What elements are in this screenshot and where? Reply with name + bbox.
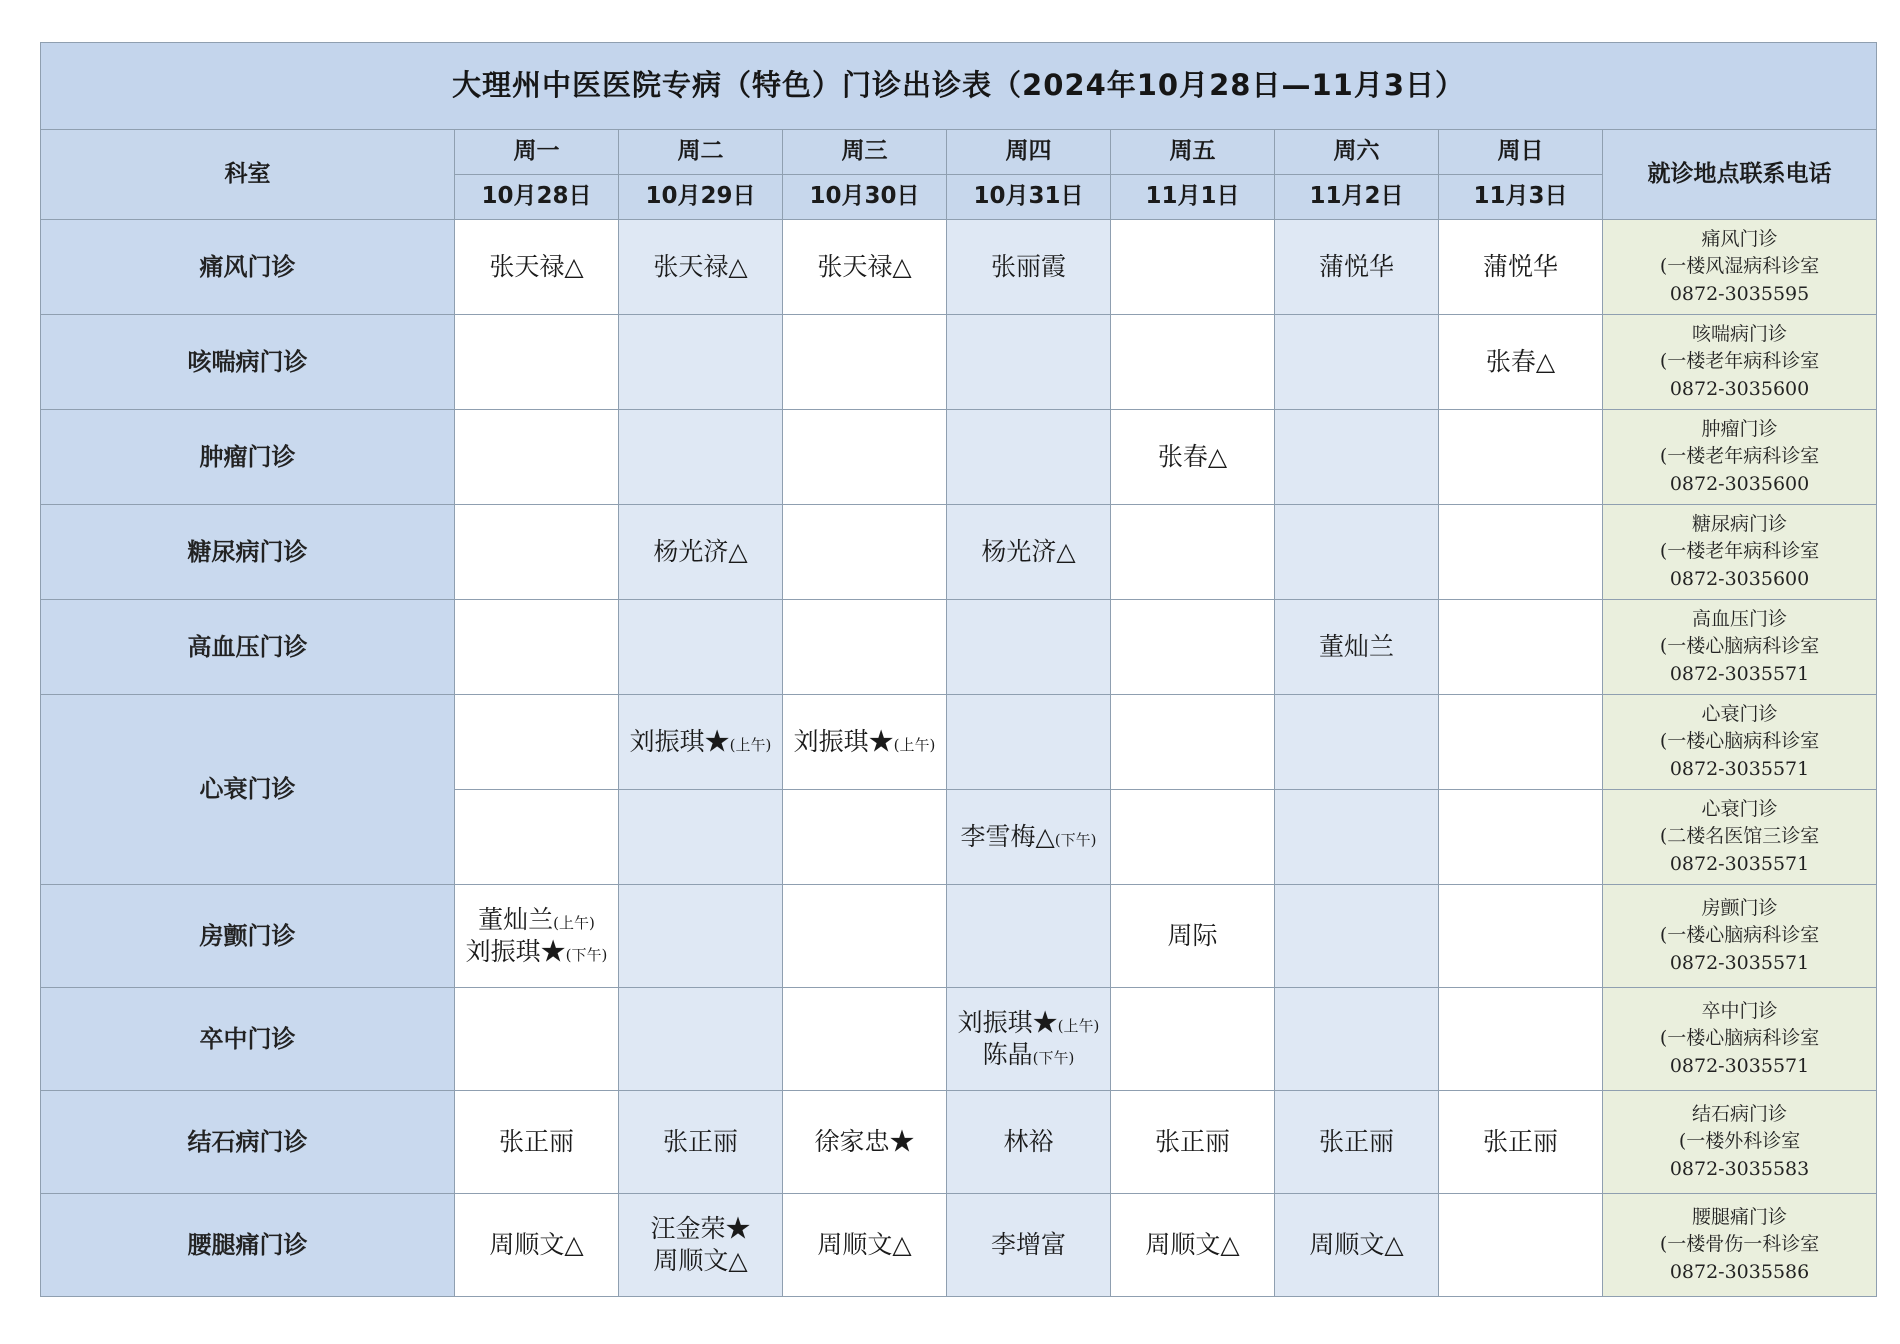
day-cell <box>619 1194 783 1297</box>
schedule-row <box>41 988 1877 1091</box>
day-cell <box>1439 790 1603 885</box>
location-clinic: 心衰门诊 <box>1701 702 1778 725</box>
day-cell <box>947 410 1111 505</box>
day-cell <box>1275 600 1439 695</box>
day-cell <box>1439 885 1603 988</box>
weekday-header: 周二 <box>619 130 783 175</box>
location-clinic: 咳喘病门诊 <box>1692 322 1788 345</box>
schedule-row <box>41 1194 1877 1297</box>
day-cell <box>619 695 783 790</box>
day-cell <box>1439 315 1603 410</box>
doctor-entry <box>951 821 1106 853</box>
location-clinic: 卒中门诊 <box>1701 999 1778 1022</box>
location-clinic: 腰腿痛门诊 <box>1692 1205 1788 1228</box>
location-contact <box>1603 600 1877 695</box>
location-phone: 0872-3035600 <box>1669 472 1810 495</box>
doctor-entry <box>951 536 1106 568</box>
dept-name: 结石病门诊 <box>41 1091 455 1194</box>
doctor-entry <box>1115 1229 1270 1261</box>
day-cell <box>455 695 619 790</box>
location-contact <box>1603 988 1877 1091</box>
doctor-entry <box>951 1007 1106 1039</box>
location-room: (一楼心脑病科诊室 <box>1659 635 1820 658</box>
day-cell <box>1439 695 1603 790</box>
day-cell <box>947 885 1111 988</box>
day-cell <box>619 885 783 988</box>
doctor-entry <box>1443 251 1598 283</box>
doctor-name: 董灿兰 <box>478 905 554 934</box>
day-cell <box>783 695 947 790</box>
dept-name: 心衰门诊 <box>41 695 455 885</box>
day-cell <box>455 988 619 1091</box>
day-cell <box>1275 410 1439 505</box>
location-clinic: 心衰门诊 <box>1701 797 1778 820</box>
day-cell <box>1111 505 1275 600</box>
dept-name: 糖尿病门诊 <box>41 505 455 600</box>
weekday-header: 周一 <box>455 130 619 175</box>
location-room: (一楼老年病科诊室 <box>1659 445 1820 468</box>
day-cell <box>947 505 1111 600</box>
location-room: (一楼老年病科诊室 <box>1659 540 1820 563</box>
day-cell <box>783 600 947 695</box>
header-weekday-row <box>41 130 1877 175</box>
session-time: (上午) <box>1057 1017 1100 1035</box>
doctor-entry <box>459 251 614 283</box>
doctor-entry <box>1279 1229 1434 1261</box>
doctor-name: 张春△ <box>1157 442 1228 471</box>
doctor-name: 杨光济△ <box>981 537 1076 566</box>
location-phone: 0872-3035583 <box>1669 1157 1810 1180</box>
location-phone: 0872-3035571 <box>1669 662 1810 685</box>
doctor-name: 张丽霞 <box>990 252 1066 281</box>
day-cell <box>1439 600 1603 695</box>
location-contact <box>1603 790 1877 885</box>
doctor-name: 刘振琪★ <box>793 727 894 756</box>
doctor-entry <box>787 251 942 283</box>
location-contact <box>1603 220 1877 315</box>
doctor-name: 张春△ <box>1485 347 1556 376</box>
day-cell <box>455 505 619 600</box>
weekday-header: 周四 <box>947 130 1111 175</box>
doctor-name: 蒲悦华 <box>1318 252 1394 281</box>
doctor-entry <box>951 251 1106 283</box>
day-cell <box>1275 505 1439 600</box>
day-cell <box>619 410 783 505</box>
location-phone: 0872-3035600 <box>1669 377 1810 400</box>
location-contact <box>1603 885 1877 988</box>
doctor-name: 张正丽 <box>662 1127 738 1156</box>
dept-name: 腰腿痛门诊 <box>41 1194 455 1297</box>
doctor-entry <box>787 726 942 758</box>
doctor-entry <box>623 1245 778 1277</box>
day-cell <box>455 220 619 315</box>
day-cell <box>619 220 783 315</box>
location-room: (一楼骨伤一科诊室 <box>1659 1233 1820 1256</box>
doctor-entry <box>787 1126 942 1158</box>
day-cell <box>1111 600 1275 695</box>
doctor-name: 林裕 <box>1003 1127 1054 1156</box>
session-time: (下午) <box>1054 831 1097 849</box>
day-cell <box>947 695 1111 790</box>
day-cell <box>783 790 947 885</box>
doctor-entry <box>1279 631 1434 663</box>
outpatient-schedule-table <box>40 42 1877 1297</box>
dept-name: 肿瘤门诊 <box>41 410 455 505</box>
weekday-header: 周日 <box>1439 130 1603 175</box>
day-cell <box>455 410 619 505</box>
day-cell <box>619 790 783 885</box>
doctor-entry <box>787 1229 942 1261</box>
day-cell <box>947 790 1111 885</box>
location-clinic: 结石病门诊 <box>1692 1102 1788 1125</box>
day-cell <box>1275 1091 1439 1194</box>
day-cell <box>619 988 783 1091</box>
schedule-row <box>41 600 1877 695</box>
session-time: (上午) <box>553 914 595 932</box>
dept-name: 房颤门诊 <box>41 885 455 988</box>
doctor-entry <box>1115 441 1270 473</box>
day-cell <box>947 220 1111 315</box>
location-clinic: 糖尿病门诊 <box>1692 512 1788 535</box>
dept-name: 卒中门诊 <box>41 988 455 1091</box>
location-room: (一楼心脑病科诊室 <box>1659 730 1820 753</box>
location-contact <box>1603 505 1877 600</box>
day-cell <box>947 1194 1111 1297</box>
date-header: 10月28日 <box>455 175 619 220</box>
session-time: (上午) <box>729 736 772 754</box>
day-cell <box>1111 1091 1275 1194</box>
doctor-name: 张正丽 <box>498 1127 574 1156</box>
doctor-entry <box>623 536 778 568</box>
day-cell <box>1111 410 1275 505</box>
location-phone: 0872-3035595 <box>1669 282 1810 305</box>
day-cell <box>783 315 947 410</box>
doctor-name: 董灿兰 <box>1318 632 1394 661</box>
day-cell <box>1111 315 1275 410</box>
day-cell <box>1439 1091 1603 1194</box>
location-contact <box>1603 410 1877 505</box>
location-contact <box>1603 1091 1877 1194</box>
weekday-header: 周三 <box>783 130 947 175</box>
schedule-row <box>41 410 1877 505</box>
session-time: (上午) <box>893 736 936 754</box>
schedule-row <box>41 885 1877 988</box>
page-title: 大理州中医医院专病（特色）门诊出诊表（2024年10月28日—11月3日） <box>41 43 1877 130</box>
dept-name: 咳喘病门诊 <box>41 315 455 410</box>
doctor-name: 张正丽 <box>1318 1127 1394 1156</box>
day-cell <box>783 1194 947 1297</box>
doctor-entry <box>951 1229 1106 1261</box>
day-cell <box>1111 885 1275 988</box>
doctor-entry <box>1443 1126 1598 1158</box>
location-room: (一楼外科诊室 <box>1678 1130 1801 1153</box>
location-room: (一楼老年病科诊室 <box>1659 350 1820 373</box>
location-contact <box>1603 315 1877 410</box>
doctor-entry <box>623 1213 778 1245</box>
doctor-entry <box>459 936 614 968</box>
location-phone: 0872-3035600 <box>1669 567 1810 590</box>
doctor-name: 蒲悦华 <box>1482 252 1558 281</box>
day-cell <box>947 600 1111 695</box>
doctor-entry <box>1279 251 1434 283</box>
day-cell <box>455 790 619 885</box>
doctor-name: 周顺文△ <box>1145 1230 1240 1259</box>
weekday-header: 周五 <box>1111 130 1275 175</box>
day-cell <box>783 220 947 315</box>
doctor-name: 张正丽 <box>1482 1127 1558 1156</box>
schedule-row <box>41 695 1877 790</box>
day-cell <box>1111 695 1275 790</box>
doctor-name: 张天禄△ <box>489 252 584 281</box>
day-cell <box>619 1091 783 1194</box>
date-header: 10月30日 <box>783 175 947 220</box>
day-cell <box>619 315 783 410</box>
location-phone: 0872-3035571 <box>1669 1054 1810 1077</box>
day-cell <box>455 1194 619 1297</box>
location-clinic: 肿瘤门诊 <box>1701 417 1778 440</box>
day-cell <box>619 505 783 600</box>
location-room: (一楼心脑病科诊室 <box>1659 924 1820 947</box>
day-cell <box>1275 1194 1439 1297</box>
doctor-entry <box>1115 1126 1270 1158</box>
location-phone: 0872-3035571 <box>1669 852 1810 875</box>
day-cell <box>1111 220 1275 315</box>
doctor-name: 杨光济△ <box>653 537 748 566</box>
session-time: (下午) <box>1032 1049 1075 1067</box>
doctor-name: 周顺文△ <box>653 1246 748 1275</box>
location-clinic: 痛风门诊 <box>1701 227 1778 250</box>
doctor-entry <box>951 1126 1106 1158</box>
day-cell <box>619 600 783 695</box>
session-time: (下午) <box>565 946 608 964</box>
doctor-entry <box>623 1126 778 1158</box>
location-room: (一楼心脑病科诊室 <box>1659 1027 1820 1050</box>
day-cell <box>455 315 619 410</box>
doctor-name: 张正丽 <box>1154 1127 1230 1156</box>
doctor-name: 周顺文△ <box>489 1230 584 1259</box>
location-clinic: 高血压门诊 <box>1692 607 1788 630</box>
day-cell <box>1439 505 1603 600</box>
location-phone: 0872-3035586 <box>1669 1260 1810 1283</box>
doctor-name: 刘振琪★ <box>957 1008 1058 1037</box>
title-row <box>41 43 1877 130</box>
date-header: 10月31日 <box>947 175 1111 220</box>
day-cell <box>1275 695 1439 790</box>
day-cell <box>1111 790 1275 885</box>
doctor-entry <box>1279 1126 1434 1158</box>
dept-column-header: 科室 <box>41 130 455 220</box>
doctor-name: 李雪梅△ <box>960 822 1055 851</box>
dept-name: 痛风门诊 <box>41 220 455 315</box>
location-phone: 0872-3035571 <box>1669 757 1810 780</box>
schedule-row <box>41 1091 1877 1194</box>
day-cell <box>1111 1194 1275 1297</box>
day-cell <box>1111 988 1275 1091</box>
date-header: 11月1日 <box>1111 175 1275 220</box>
doctor-entry <box>623 251 778 283</box>
date-header: 10月29日 <box>619 175 783 220</box>
date-header: 11月3日 <box>1439 175 1603 220</box>
location-clinic: 房颤门诊 <box>1701 896 1778 919</box>
doctor-name: 刘振琪★ <box>465 937 566 966</box>
doctor-name: 张天禄△ <box>653 252 748 281</box>
doctor-name: 汪金荣★ <box>650 1214 751 1243</box>
schedule-row <box>41 220 1877 315</box>
day-cell <box>1439 220 1603 315</box>
doctor-entry <box>459 1126 614 1158</box>
day-cell <box>783 410 947 505</box>
doctor-entry <box>1443 346 1598 378</box>
schedule-row <box>41 315 1877 410</box>
date-header: 11月2日 <box>1275 175 1439 220</box>
doctor-entry <box>951 1039 1106 1071</box>
doctor-entry <box>459 904 614 936</box>
doctor-name: 陈晶 <box>982 1040 1033 1069</box>
day-cell <box>947 315 1111 410</box>
doctor-name: 周际 <box>1167 921 1218 950</box>
dept-name: 高血压门诊 <box>41 600 455 695</box>
doctor-name: 周顺文△ <box>1309 1230 1404 1259</box>
doctor-name: 徐家忠★ <box>814 1127 915 1156</box>
day-cell <box>783 988 947 1091</box>
doctor-entry <box>1115 920 1270 952</box>
day-cell <box>1439 410 1603 505</box>
day-cell <box>455 600 619 695</box>
location-contact <box>1603 695 1877 790</box>
day-cell <box>1275 988 1439 1091</box>
day-cell <box>1275 315 1439 410</box>
day-cell <box>783 1091 947 1194</box>
day-cell <box>947 1091 1111 1194</box>
day-cell <box>1439 1194 1603 1297</box>
doctor-name: 李增富 <box>990 1230 1066 1259</box>
location-phone: 0872-3035571 <box>1669 951 1810 974</box>
doctor-entry <box>459 1229 614 1261</box>
day-cell <box>1275 790 1439 885</box>
day-cell <box>1275 885 1439 988</box>
location-room: (二楼名医馆三诊室 <box>1659 825 1820 848</box>
day-cell <box>1439 988 1603 1091</box>
day-cell <box>783 885 947 988</box>
doctor-name: 张天禄△ <box>817 252 912 281</box>
location-room: (一楼风湿病科诊室 <box>1659 255 1820 278</box>
location-column-header: 就诊地点联系电话 <box>1603 130 1877 220</box>
weekday-header: 周六 <box>1275 130 1439 175</box>
doctor-entry <box>623 726 778 758</box>
day-cell <box>783 505 947 600</box>
day-cell <box>455 885 619 988</box>
doctor-name: 刘振琪★ <box>629 727 730 756</box>
day-cell <box>947 988 1111 1091</box>
schedule-row <box>41 505 1877 600</box>
doctor-name: 周顺文△ <box>817 1230 912 1259</box>
day-cell <box>1275 220 1439 315</box>
day-cell <box>455 1091 619 1194</box>
location-contact <box>1603 1194 1877 1297</box>
